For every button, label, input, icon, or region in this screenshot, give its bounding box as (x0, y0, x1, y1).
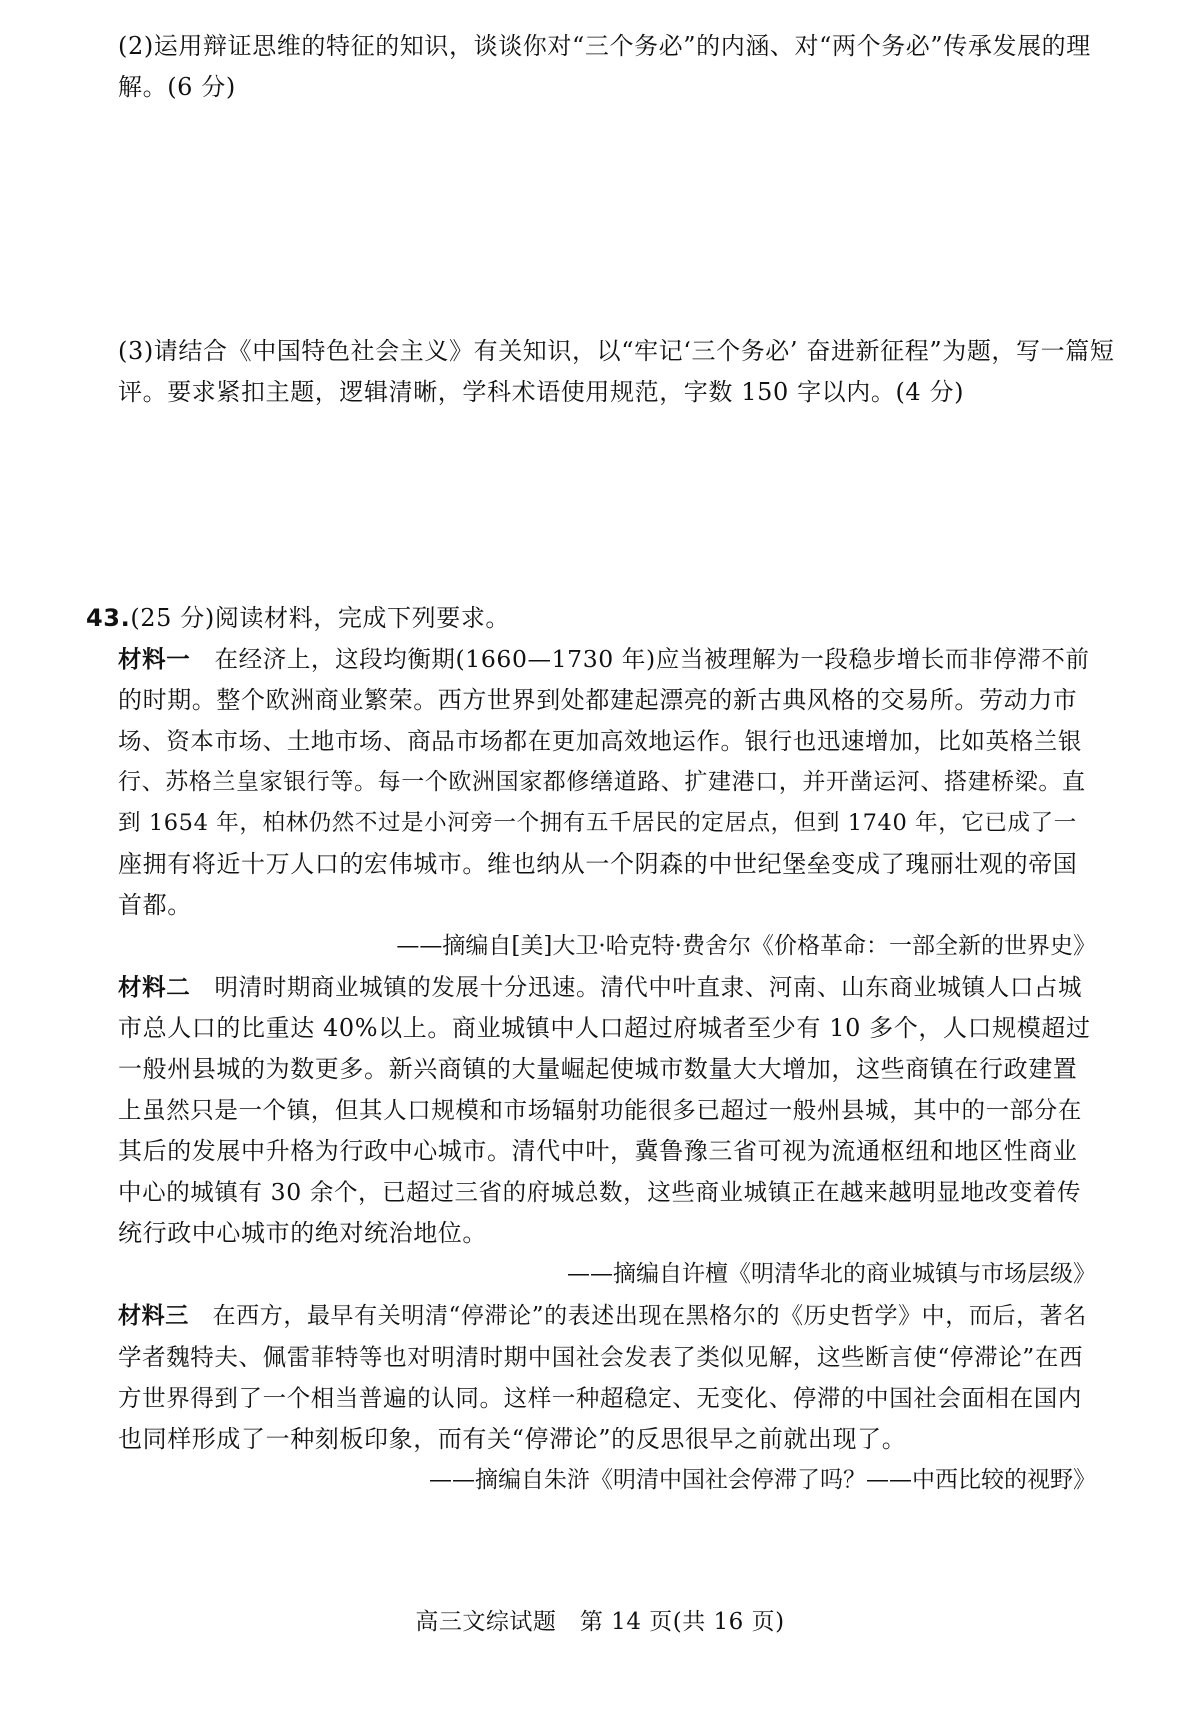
material-line: 在西方，最早有关明清“停滞论”的表述出现在黑格尔的《历史哲学》中，而后，著名 (212, 1303, 1087, 1329)
material-line: 中心的城镇有 30 余个，已超过三省的府城总数，这些商业城镇正在越来越明显地改变着传 (118, 1178, 1082, 1206)
question-3-line: 评。要求紧扣主题，逻辑清晰，学科术语使用规范，字数 150 字以内。(4 分) (118, 378, 965, 406)
material-1 (86, 639, 1096, 967)
material-line: 首都。 (118, 891, 192, 919)
material-line: 方世界得到了一个相当普遍的认同。这样一种超稳定、无变化、停滞的中国社会面相在国内 (118, 1384, 1082, 1412)
question-2 (118, 26, 1091, 108)
page-footer: 高三文综试题 第 14 页(共 16 页) (415, 1609, 785, 1635)
question-43 (86, 598, 1096, 1501)
material-line: 其后的发展中升格为行政中心城市。清代中叶，冀鲁豫三省可视为流通枢纽和地区性商业 (118, 1137, 1078, 1165)
material-3 (86, 1295, 1096, 1501)
material-line: 也同样形成了一种刻板印象，而有关“停滞论”的反思很早之前就出现了。 (118, 1425, 907, 1453)
question-2-line: 解。(6 分) (118, 73, 236, 101)
material-line: 座拥有将近十万人口的宏伟城市。维也纳从一个阴森的中世纪堡垒变成了瑰丽壮观的帝国 (118, 850, 1078, 878)
material-line: 市总人口的比重达 40%以上。商业城镇中人口超过府城者至少有 10 多个，人口规模超过 (118, 1014, 1091, 1042)
material-label: 材料三 (118, 1302, 189, 1329)
material-source: ——摘编自[美]大卫·哈克特·费舍尔《价格革命：一部全新的世界史》 (396, 933, 1096, 959)
material-label: 材料一 (118, 645, 191, 673)
material-line: 的时期。整个欧洲商业繁荣。西方世界到处都建起漂亮的新古典风格的交易所。劳动力市 (118, 686, 1078, 714)
question-3-line: (3)请结合《中国特色社会主义》有关知识，以“牢记‘三个务必’ 奋进新征程”为题，写一篇短 (118, 337, 1115, 365)
material-line: 明清时期商业城镇的发展十分迅速。清代中叶直隶、河南、山东商业城镇人口占城 (214, 973, 1083, 1001)
material-line: 场、资本市场、土地市场、商品市场都在更加高效地运作。银行也迅速增加，比如英格兰银 (118, 727, 1082, 755)
material-2 (86, 967, 1096, 1295)
material-label: 材料二 (118, 973, 191, 1001)
material-source: ——摘编自朱浒《明清中国社会停滞了吗？——中西比较的视野》 (429, 1467, 1096, 1493)
material-line: 在经济上，这段均衡期(1660—1730 年)应当被理解为一段稳步增长而非停滞不前 (214, 645, 1090, 673)
material-line: 行、苏格兰皇家银行等。每一个欧洲国家都修缮道路、扩建港口，并开凿运河、搭建桥梁。直 (118, 769, 1086, 795)
material-line: 统行政中心城市的绝对统治地位。 (118, 1219, 487, 1247)
material-line: 一般州县城的为数更多。新兴商镇的大量崛起使城市数量大大增加，这些商镇在行政建置 (118, 1055, 1078, 1083)
material-line: 上虽然只是一个镇，但其人口规模和市场辐射功能很多已超过一般州县城，其中的一部分在 (118, 1096, 1082, 1124)
question-2-line: (2)运用辩证思维的特征的知识，谈谈你对“三个务必”的内涵、对“两个务必”传承发展的理 (118, 32, 1091, 60)
question-3 (118, 331, 1114, 413)
material-line: 到 1654 年，柏林仍然不过是小河旁一个拥有五千居民的定居点，但到 1740 年，它已成了一 (118, 810, 1077, 836)
material-source: ——摘编自许檀《明清华北的商业城镇与市场层级》 (567, 1261, 1096, 1287)
question-number: 43. (86, 604, 131, 632)
question-intro: (25 分)阅读材料，完成下列要求。 (130, 604, 511, 632)
question-43-heading (86, 598, 1096, 639)
material-line: 学者魏特夫、佩雷菲特等也对明清时期中国社会发表了类似见解，这些断言使“停滞论”在西 (118, 1343, 1084, 1371)
